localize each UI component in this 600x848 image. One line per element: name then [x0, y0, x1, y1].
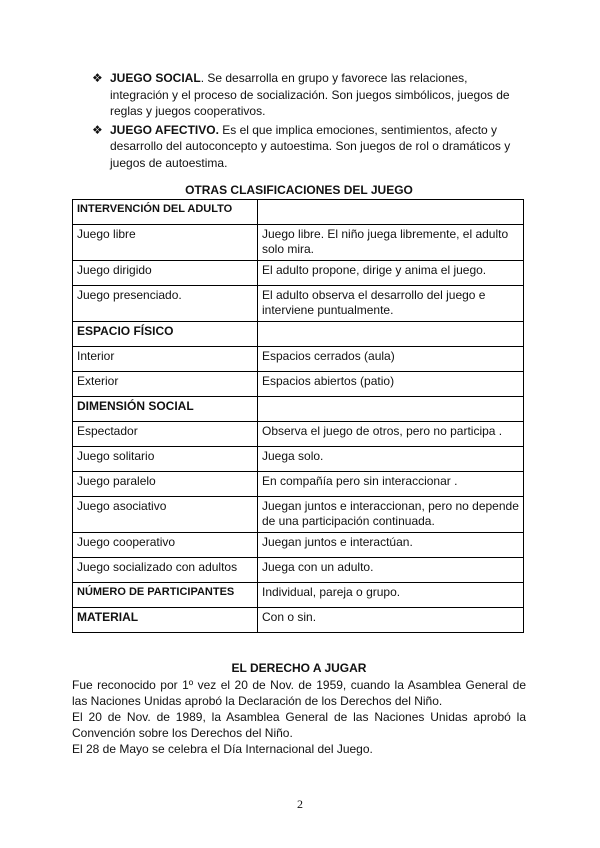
table-cell-label: INTERVENCIÓN DEL ADULTO [73, 200, 258, 225]
table-cell-description: En compañía pero sin interaccionar . [258, 472, 524, 497]
table-row [73, 261, 524, 286]
table-cell-label: Espectador [73, 422, 258, 447]
table-cell-description [258, 200, 524, 225]
table-cell-description: El adulto propone, dirige y anima el juego. [258, 261, 524, 286]
bullet-term: JUEGO SOCIAL [110, 71, 201, 85]
table-row [73, 533, 524, 558]
table-cell-description [258, 397, 524, 422]
table-row-heading [73, 583, 524, 608]
table-cell-description: El adulto observa el desarrollo del juego e interviene puntualmente. [258, 286, 524, 322]
table-cell-description: Espacios abiertos (patio) [258, 372, 524, 397]
bullet-list [92, 70, 522, 173]
bullet-term: JUEGO AFECTIVO. [110, 122, 219, 137]
paragraph: Fue reconocido por 1º vez el 20 de Nov. de 1959, cuando la Asamblea General de las Naciones Unidas aprobó la Declaración de los Derechos del Niño. [72, 678, 526, 708]
table-cell-label: Interior [73, 347, 258, 372]
table-row [73, 286, 524, 322]
table-row-heading [73, 322, 524, 347]
table-cell-label: DIMENSIÓN SOCIAL [73, 397, 258, 422]
table-cell-label: Juego solitario [73, 447, 258, 472]
table-cell-description: Juegan juntos e interactúan. [258, 533, 524, 558]
bullet-text: Es el que implica emociones, sentimientos, afecto y desarrollo del autoconcepto y autoestima. Son juegos de rol o dramáticos y juegos de autoestima. [110, 122, 511, 170]
table-cell-label: Exterior [73, 372, 258, 397]
table-row [73, 558, 524, 583]
paragraph: El 28 de Mayo se celebra el Día Internacional del Juego. [72, 742, 373, 756]
section-title: EL DERECHO A JUGAR [231, 661, 367, 675]
table-row [73, 422, 524, 447]
table-cell-description: Juega con un adulto. [258, 558, 524, 583]
table-row-heading [73, 608, 524, 633]
table-cell-description: Espacios cerrados (aula) [258, 347, 524, 372]
table-row [73, 225, 524, 261]
page-number: 2 [297, 797, 303, 811]
table-cell-label: Juego socializado con adultos [73, 558, 258, 583]
bullet-item-juego-social [92, 70, 522, 120]
table-cell-label: ESPACIO FÍSICO [73, 322, 258, 347]
table-cell-description: Con o sin. [258, 608, 524, 633]
table-row-heading [73, 397, 524, 422]
bullet-text: . Se desarrolla en grupo y favorece las relaciones, integración y el proceso de socialización. Son juegos simbólicos, juegos de reglas y juegos cooperativos. [110, 71, 510, 118]
table-cell-description: Individual, pareja o grupo. [258, 583, 524, 608]
bullet-item-juego-afectivo [92, 122, 522, 172]
table-row [73, 447, 524, 472]
table-cell-description: Juega solo. [258, 447, 524, 472]
table-cell-label: Juego dirigido [73, 261, 258, 286]
table-cell-label: Juego libre [73, 225, 258, 261]
table-cell-label: NÚMERO DE PARTICIPANTES [73, 583, 258, 608]
table-cell-label: Juego presenciado. [73, 286, 258, 322]
table-row [73, 372, 524, 397]
diamond-bullet-icon: ❖ [92, 71, 103, 85]
table-cell-description: Juego libre. El niño juega libremente, el adulto solo mira. [258, 225, 524, 261]
table-row [73, 347, 524, 372]
table-row-heading [73, 200, 524, 225]
table-cell-description: Observa el juego de otros, pero no participa . [258, 422, 524, 447]
classification-table [72, 199, 524, 633]
diamond-bullet-icon: ❖ [92, 122, 103, 137]
table-cell-description [258, 322, 524, 347]
table-row [73, 472, 524, 497]
table-cell-label: Juego cooperativo [73, 533, 258, 558]
section-body [72, 677, 526, 757]
table-cell-label: Juego paralelo [73, 472, 258, 497]
table-cell-label: Juego asociativo [73, 497, 258, 533]
paragraph: El 20 de Nov. de 1989, la Asamblea General de las Naciones Unidas aprobó la Convención sobre los Derechos del Niño. [72, 710, 526, 740]
table-cell-description: Juegan juntos e interaccionan, pero no depende de una participación continuada. [258, 497, 524, 533]
table-row [73, 497, 524, 533]
table-title: OTRAS CLASIFICACIONES DEL JUEGO [185, 183, 413, 197]
table-cell-label: MATERIAL [73, 608, 258, 633]
